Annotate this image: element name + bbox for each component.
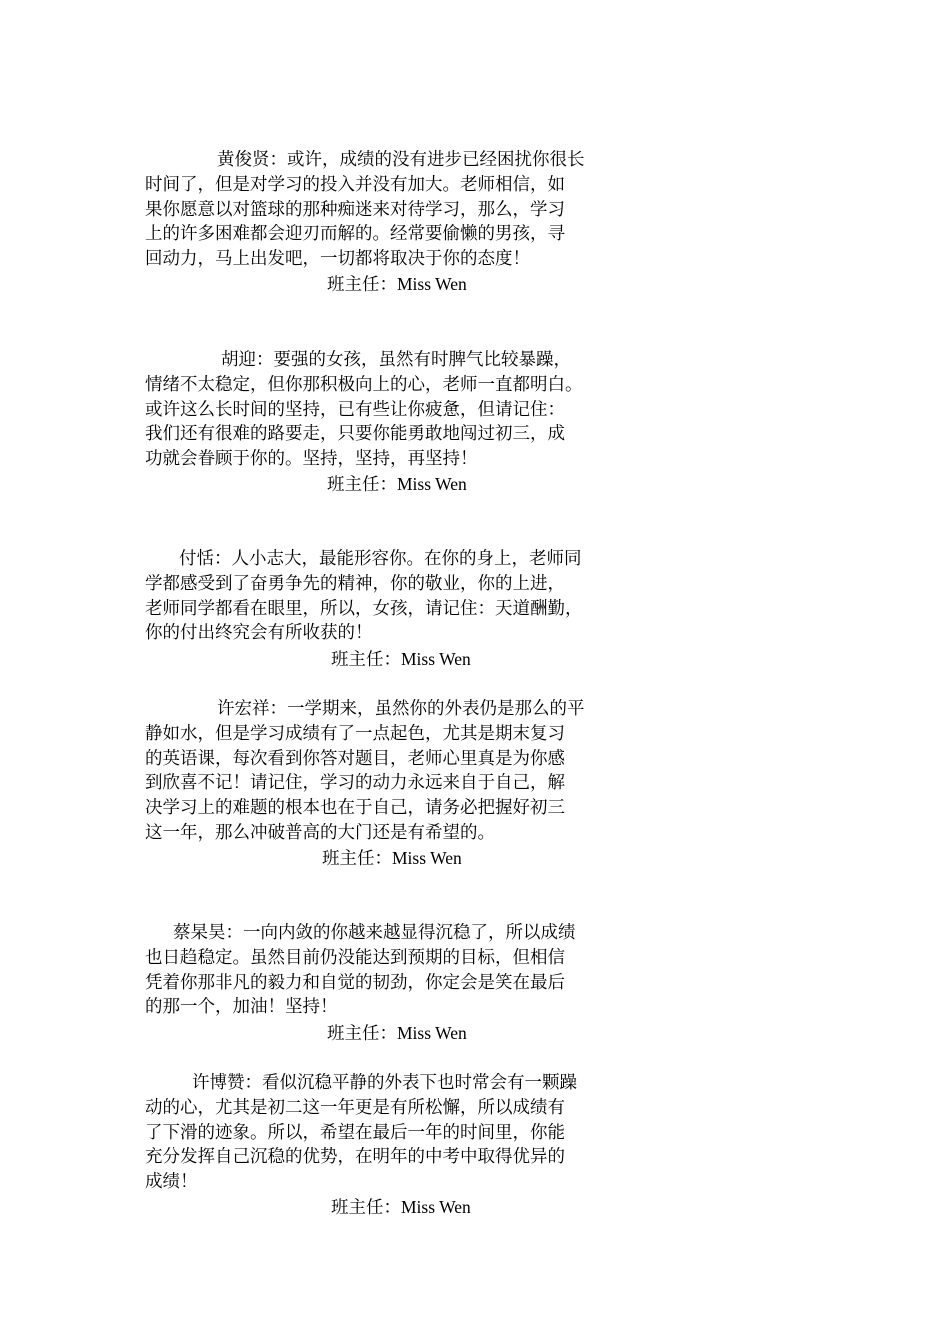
comment-line: 静如水，但是学习成绩有了一点起色，尤其是期末复习: [145, 723, 565, 744]
comment-line: 上的许多困难都会迎刃而解的。经常要偷懒的男孩，寻: [145, 224, 565, 245]
comment-line: 你的付出终究会有所收获的！: [145, 623, 373, 644]
comment-text: [145, 921, 635, 1020]
comment-line: 许博赞：看似沉稳平静的外表下也时常会有一颗躁: [192, 1073, 577, 1093]
comment-block: [0, 148, 950, 294]
comment-line: 蔡杲昊：一向内敛的你越来越显得沉稳了，所以成绩: [173, 923, 576, 943]
comment-line: 到欣喜不记！请记住，学习的动力永远来自于自己，解: [145, 773, 565, 794]
comment-line: 许宏祥：一学期来，虽然你的外表仍是那么的平: [217, 699, 585, 719]
comment-line: 回动力，马上出发吧，一切都将取决于你的态度！: [145, 249, 530, 270]
comment-line: 付恬：人小志大，最能形容你。在你的身上，老师同: [179, 549, 582, 569]
comment-line: 了下滑的迹象。所以，希望在最后一年的时间里，你能: [145, 1122, 565, 1143]
comment-text: [145, 547, 635, 646]
comment-line: 充分发挥自己沉稳的优势，在明年的中考中取得优异的: [145, 1147, 565, 1168]
comment-line: 凭着你那非凡的毅力和自觉的韧劲，你定会是笑在最后: [145, 972, 565, 993]
comment-line: 学都感受到了奋勇争先的精神，你的敬业，你的上进，: [145, 573, 565, 594]
comment-text: [145, 1071, 635, 1195]
comment-line: 老师同学都看在眼里，所以，女孩，请记住：天道酬勤，: [145, 598, 583, 619]
comment-line: 也日趋稳定。虽然目前仍没能达到预期的目标，但相信: [145, 947, 565, 968]
comment-line: 我们还有很难的路要走，只要你能勇敢地闯过初三，成: [145, 424, 565, 445]
comment-text: [145, 348, 635, 472]
comment-line: 的英语课，每次看到你答对题目，老师心里真是为你感: [145, 748, 565, 769]
comment-block: [0, 1071, 950, 1217]
comment-line: 情绪不太稳定，但你那积极向上的心，老师一直都明白。: [145, 374, 583, 395]
comment-text: [145, 697, 635, 846]
comment-line: 果你愿意以对篮球的那种痴迷来对待学习，那么，学习: [145, 199, 565, 220]
comment-block: [0, 921, 950, 1043]
comment-line: 或许这么长时间的坚持，已有些让你疲惫，但请记住：: [145, 399, 565, 420]
comment-line: 功就会眷顾于你的。坚持，坚持，再坚持！: [145, 449, 478, 470]
comment-line: 黄俊贤：或许，成绩的没有进步已经困扰你很长: [217, 150, 585, 170]
comment-block: [0, 348, 950, 494]
comment-line: 这一年，那么冲破普高的大门还是有希望的。: [145, 822, 495, 843]
teacher-signature: 班主任：Miss Wen: [331, 649, 471, 669]
comment-line: 成绩！: [145, 1172, 198, 1193]
teacher-signature: 班主任：Miss Wen: [331, 1197, 471, 1217]
comment-block: [0, 547, 950, 669]
comment-text: [145, 148, 635, 272]
teacher-signature: 班主任：Miss Wen: [327, 474, 467, 494]
comment-block: [0, 697, 950, 868]
comment-line: 的那一个，加油！坚持！: [145, 997, 338, 1018]
comment-line: 决学习上的难题的根本也在于自己，请务必把握好初三: [145, 798, 565, 819]
comment-line: 胡迎：要强的女孩，虽然有时脾气比较暴躁，: [221, 350, 571, 370]
teacher-signature: 班主任：Miss Wen: [322, 848, 462, 868]
comment-line: 动的心，尤其是初二这一年更是有所松懈，所以成绩有: [145, 1097, 565, 1118]
comment-line: 时间了，但是对学习的投入并没有加大。老师相信，如: [145, 174, 565, 195]
teacher-signature: 班主任：Miss Wen: [327, 1023, 467, 1043]
teacher-signature: 班主任：Miss Wen: [327, 274, 467, 294]
